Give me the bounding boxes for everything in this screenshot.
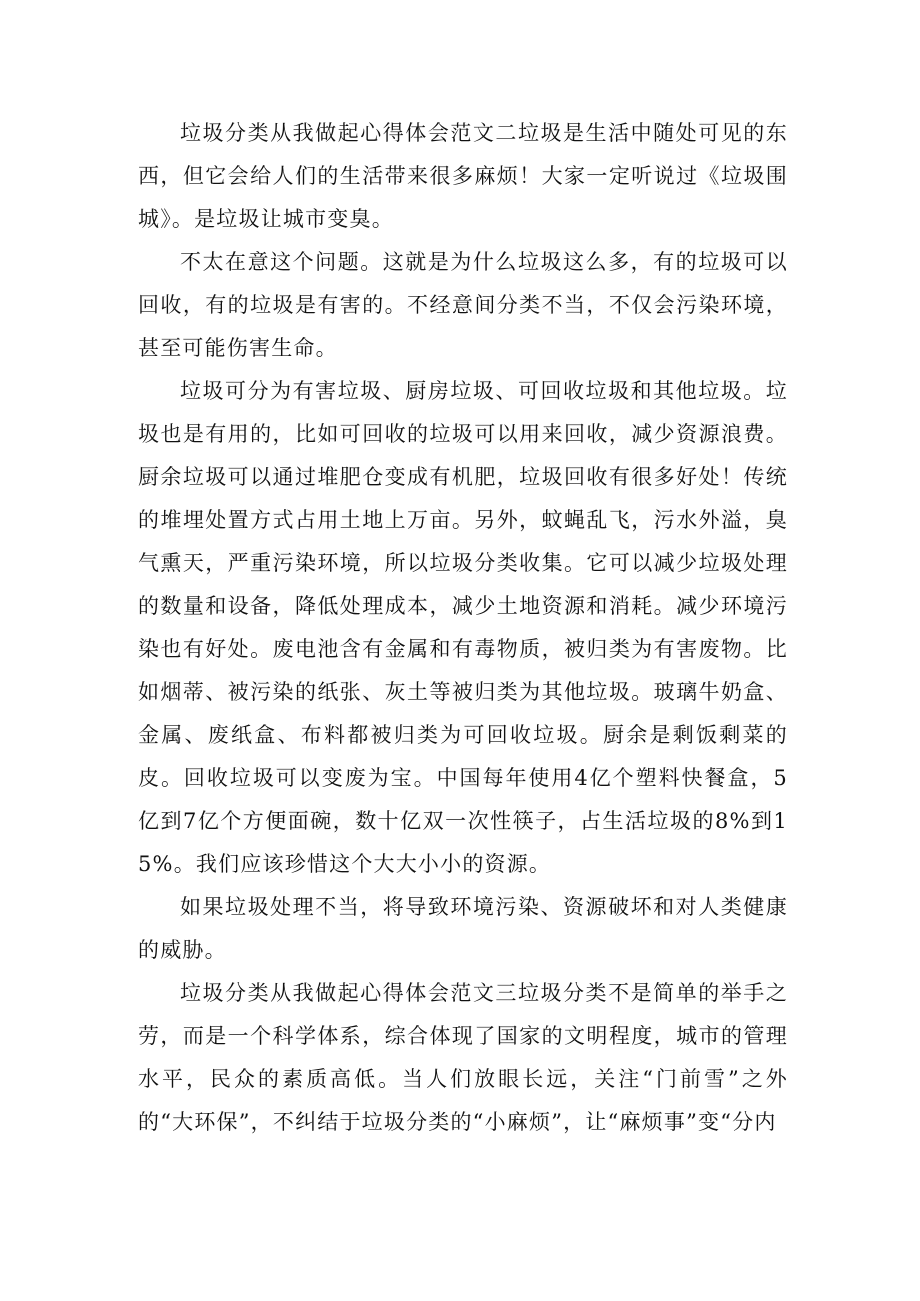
paragraph-5: 垃圾分类从我做起心得体会范文三垃圾分类不是简单的举手之劳，而是一个科学体系，综合体现了国家的文明程度，城市的管理水平，民众的素质高低。当人们放眼长远，关注“门前雪”之外的“大环保”，不纠结于垃圾分类的“小麻烦”，让“麻烦事”变“分内 (138, 981, 788, 1134)
paragraph-3: 垃圾可分为有害垃圾、厨房垃圾、可回收垃圾和其他垃圾。垃圾也是有用的，比如可回收的垃圾可以用来回收，减少资源浪费。厨余垃圾可以通过堆肥仓变成有机肥，垃圾回收有很多好处！传统的堆埋处置方式占用土地上万亩。另外，蚊蝇乱飞，污水外溢，臭气熏天，严重污染环境，所以垃圾分类收集。它可以减少垃圾处理的数量和设备，降低处理成本，减少土地资源和消耗。减少环境污染也有好处。废电池含有金属和有毒物质，被归类为有害废物。比如烟蒂、被污染的纸张、灰土等被归类为其他垃圾。玻璃牛奶盒、金属、废纸盒、布料都被归类为可回收垃圾。厨余是剩饭剩菜的皮。回收垃圾可以变废为宝。中国每年使用4亿个塑料快餐盒，5亿到7亿个方便面碗，数十亿双一次性筷子，占生活垃圾的8%到15%。我们应该珍惜这个大大小小的资源。 (138, 379, 788, 876)
document-body (138, 112, 788, 1144)
paragraph-4: 如果垃圾处理不当，将导致环境污染、资源破坏和对人类健康的威胁。 (138, 895, 788, 962)
paragraph-1: 垃圾分类从我做起心得体会范文二垃圾是生活中随处可见的东西，但它会给人们的生活带来很多麻烦！大家一定听说过《垃圾围城》。是垃圾让城市变臭。 (138, 121, 788, 231)
paragraph-2: 不太在意这个问题。这就是为什么垃圾这么多，有的垃圾可以回收，有的垃圾是有害的。不经意间分类不当，不仅会污染环境，甚至可能伤害生命。 (138, 250, 788, 360)
